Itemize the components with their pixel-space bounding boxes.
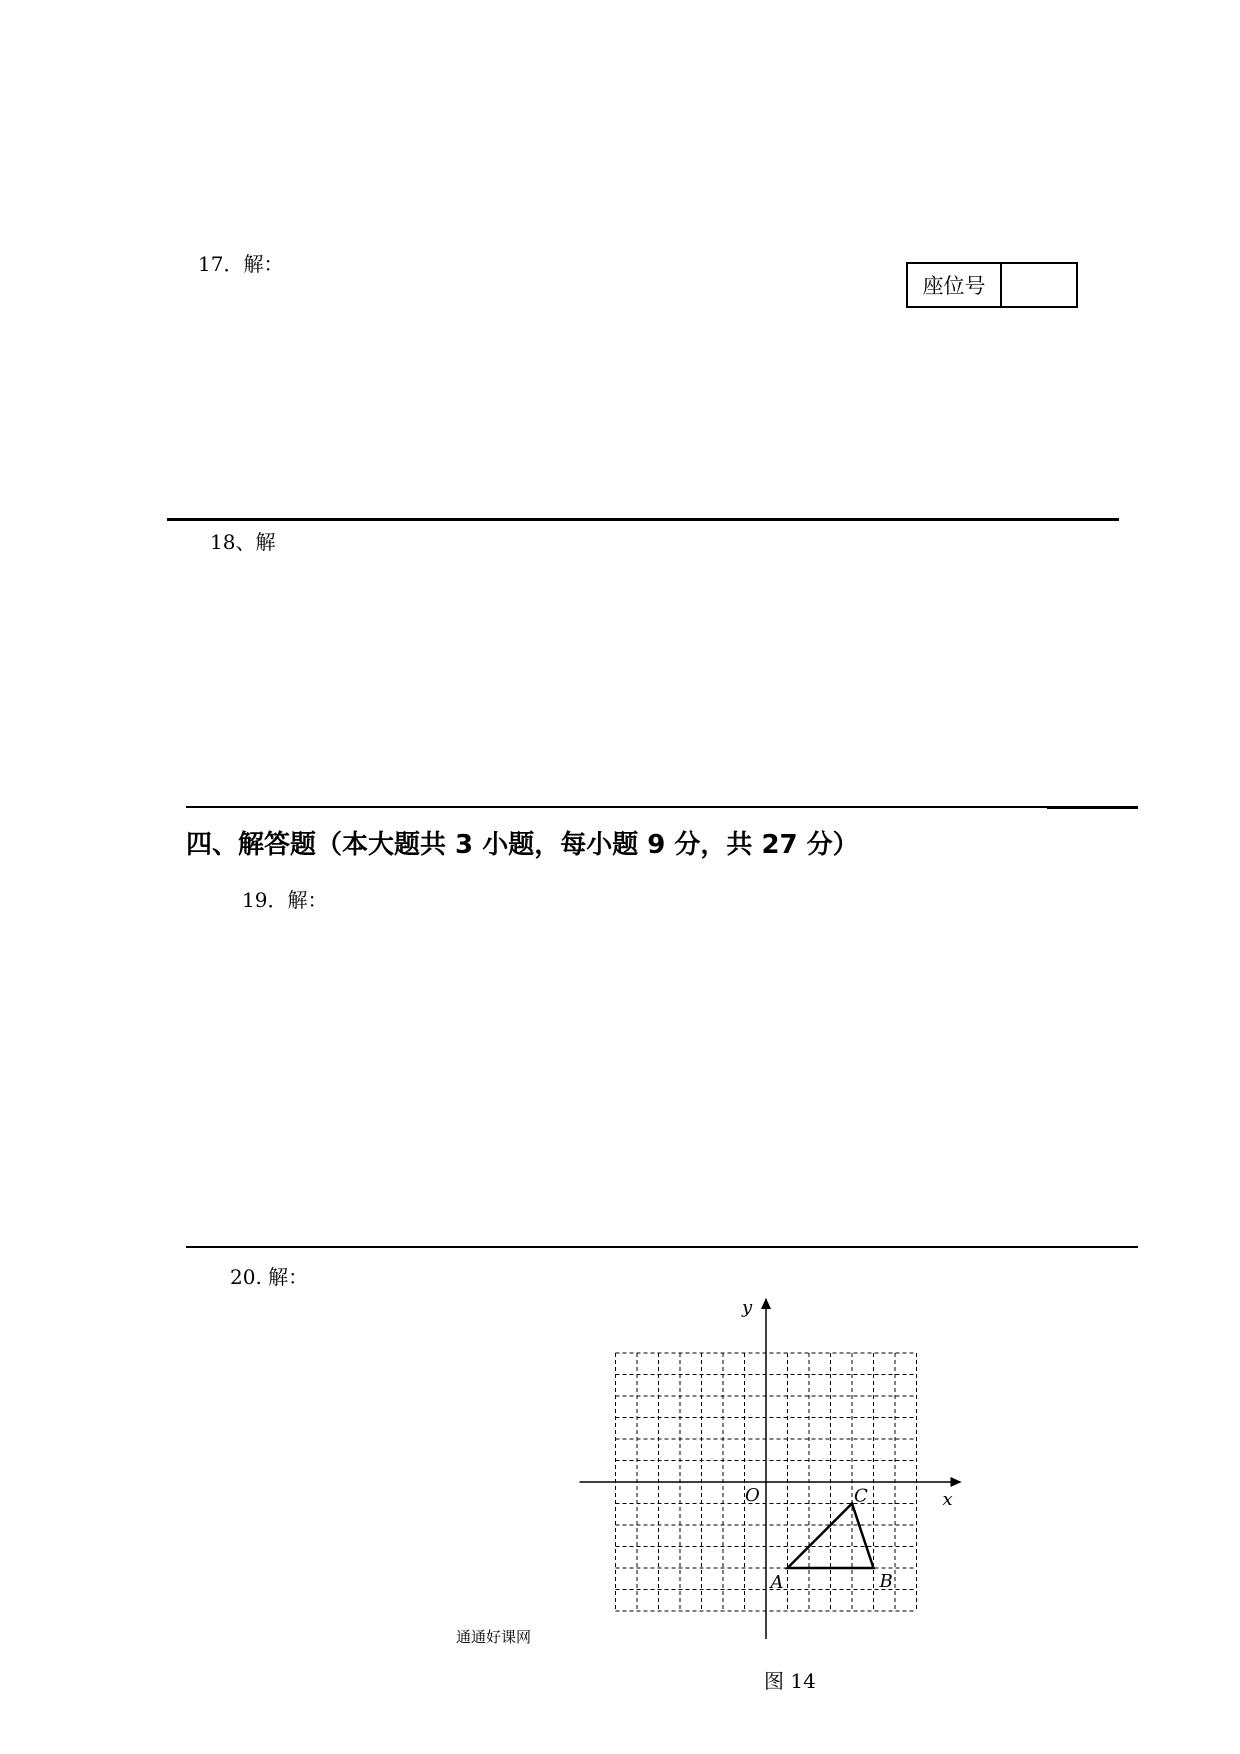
x-axis-label: x (942, 1489, 953, 1510)
point-label-c: C (854, 1485, 868, 1507)
question-20-label: 20. 解： (230, 1265, 309, 1289)
point-label-b: B (879, 1571, 893, 1592)
question-17-label: 17．解： (198, 252, 284, 276)
point-label-a: A (770, 1572, 784, 1593)
question-19-label: 19．解： (242, 888, 328, 912)
question-18-label: 18、解 (210, 530, 276, 554)
y-axis-label: y (742, 1297, 753, 1318)
watermark-text: 通通好课网 (456, 1628, 532, 1646)
seat-number-label: 座位号 (908, 264, 1002, 306)
section-heading: 四、解答题（本大题共 3 小题，每小题 9 分，共 27 分） (186, 830, 859, 860)
figure-caption: 图 14 (764, 1669, 816, 1693)
origin-label: O (745, 1485, 760, 1506)
